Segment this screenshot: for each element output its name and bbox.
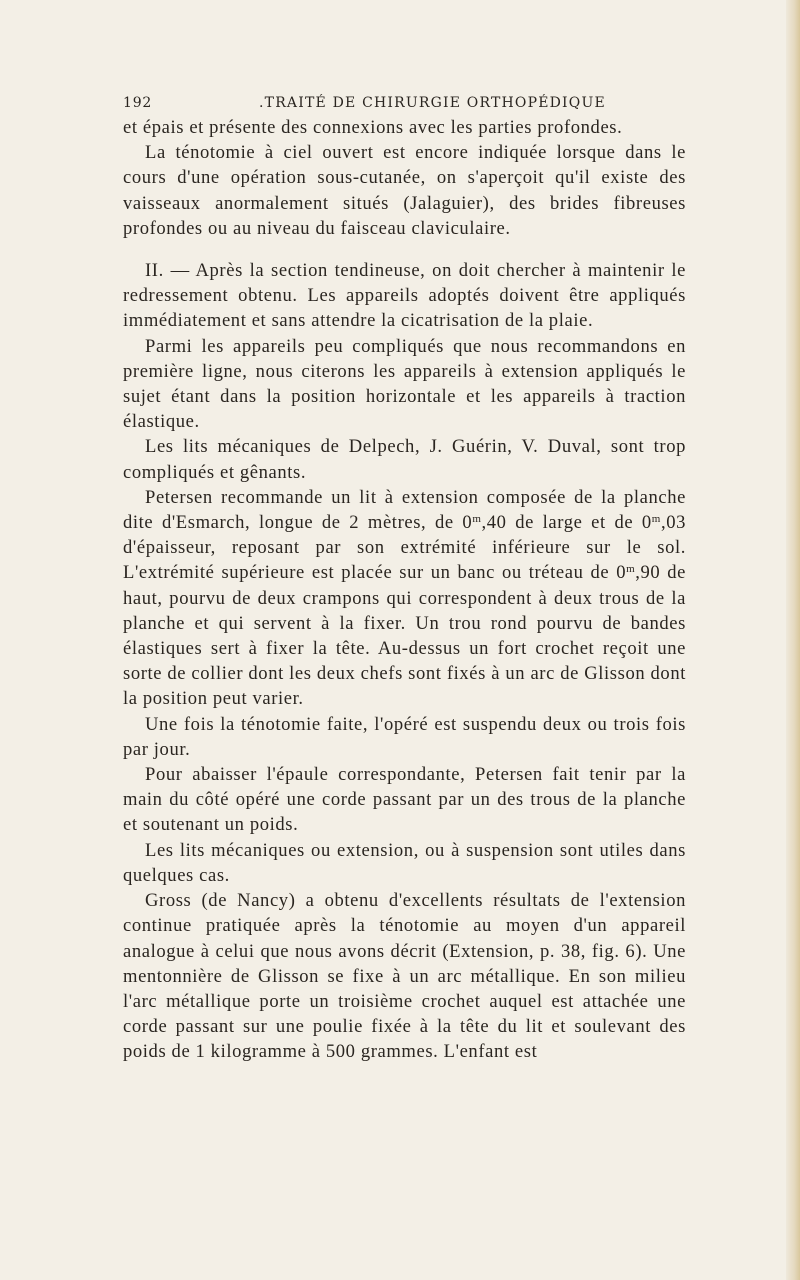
paragraph: Les lits mécaniques de Delpech, J. Guérin, V. Duval, sont trop compliqués et gênants. (123, 436, 686, 483)
running-title: .TRAITÉ DE CHIRURGIE ORTHOPÉDIQUE (259, 95, 606, 111)
paragraph: et épais et présente des connexions avec les parties profondes. (123, 117, 623, 138)
paragraph: Parmi les appareils peu compliqués que nous recommandons en première ligne, nous citerons les appareils à extension appliqués le sujet étant dans la position horizontale et les appareils à traction élastique. (123, 335, 686, 433)
paragraph: La ténotomie à ciel ouvert est encore indiquée lorsque dans le cours d'une opération sous-cutanée, on s'aperçoit qu'il existe des vaisseaux anormalement situés (Jalaguier), des brides fibreuses profondes ou au niveau du faisceau claviculaire. (123, 142, 686, 239)
paragraph: Les lits mécaniques ou extension, ou à suspension sont utiles dans quelques cas. (123, 839, 686, 886)
paragraph: Petersen recommande un lit à extension composée de la planche dite d'Esmarch, longue de 2 mètres, de 0$^m$,40 de large et de 0$^m$,03 d'épaisseur, reposant par son extrémité inférieure sur le sol. L'extrémité supérieure est placée sur un banc ou tréteau de 0$^m$,90 de haut, pourvu de deux crampons qui correspondent à deux trous de la planche et qui servent à la fixer. Un trou rond pourvu de bandes élastiques sert à fixer la tête. Au-dessus un fort crochet reçoit une sorte de collier dont les deux chefs sont fixés à un arc de Glisson dont la position peut varier. (123, 486, 686, 710)
paragraph: II. — Après la section tendineuse, on doit chercher à maintenir le redressement obtenu. Les appareils adoptés doivent être appliqués immédiatement et sans attendre la cicatrisation de la plaie. (123, 260, 686, 332)
page-body (123, 115, 686, 1065)
page-edge (786, 0, 800, 1280)
paragraph: Une fois la ténotomie faite, l'opéré est suspendu deux ou trois fois par jour. (123, 713, 686, 760)
paragraph: Pour abaisser l'épaule correspondante, Petersen fait tenir par la main du côté opéré une corde passant par un des trous de la planche et soutenant un poids. (123, 764, 686, 836)
page-number: 192 (123, 95, 153, 111)
paragraph: Gross (de Nancy) a obtenu d'excellents résultats de l'extension continue pratiquée après la ténotomie au moyen d'un appareil analogue à celui que nous avons décrit (Extension, p. 38, fig. 6). Une mentonnière de Glisson se fixe à un arc métallique. En son milieu l'arc métallique porte un troisième crochet auquel est attachée une corde passant sur une poulie fixée à la tête du lit et soulevant des poids de 1 kilogramme à 500 grammes. L'enfant est (123, 890, 686, 1063)
